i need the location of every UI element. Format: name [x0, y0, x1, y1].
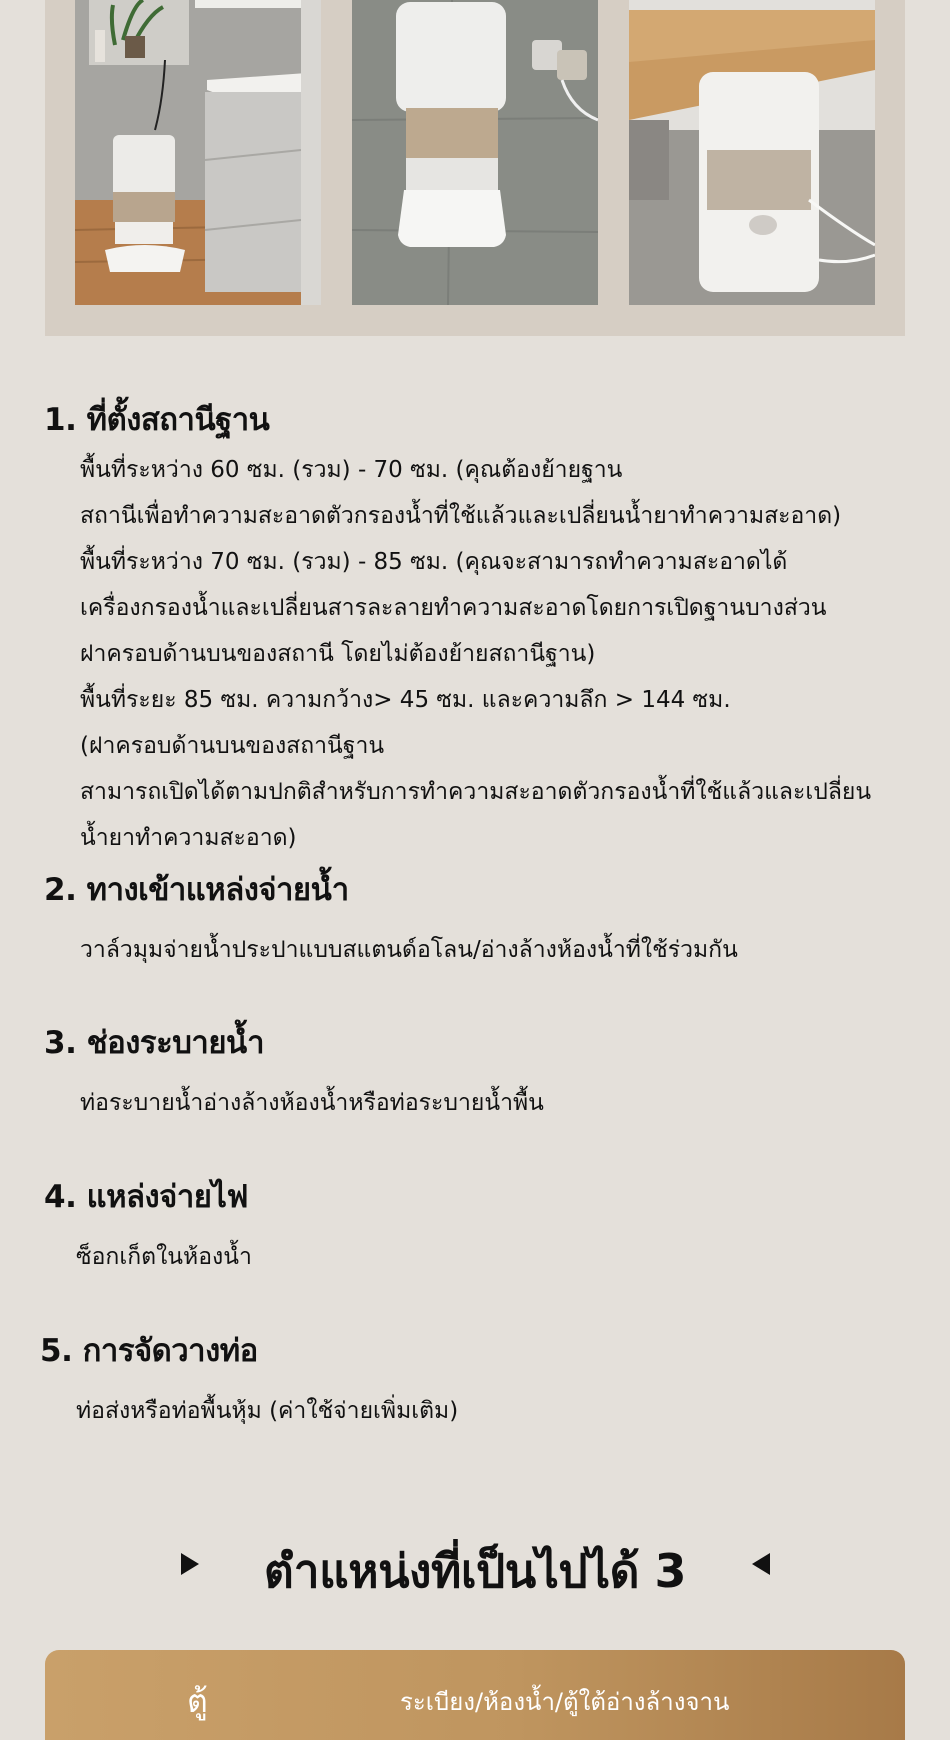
body-line: สามารถเปิดได้ตามปกติสำหรับการทำความสะอาดตัวกรองน้ำที่ใช้แล้วและเปลี่ยน — [80, 779, 872, 805]
location-places-label: ระเบียง/ห้องน้ำ/ตู้ใต้อ่างล้างจาน — [400, 1688, 730, 1716]
photo-panel — [45, 0, 905, 336]
photo-base-station-tiles — [352, 0, 598, 305]
body-line: ซ็อกเก็ตในห้องน้ำ — [76, 1244, 252, 1270]
section-body-power-supply — [76, 1234, 252, 1280]
location-type-label: ตู้ — [187, 1682, 208, 1720]
body-line: พื้นที่ระหว่าง 60 ซม. (รวม) - 70 ซม. (คุณต้องย้ายฐาน — [80, 457, 623, 483]
body-line: น้ำยาทำความสะอาด) — [80, 825, 297, 851]
section-title-power-supply: 4. แหล่งจ่ายไฟ — [44, 1179, 248, 1215]
section-title-pipe-layout: 5. การจัดวางท่อ — [40, 1333, 258, 1369]
arrow-left-icon — [752, 1553, 770, 1575]
location-option-bar — [45, 1650, 905, 1740]
body-line: พื้นที่ระหว่าง 70 ซม. (รวม) - 85 ซม. (คุณจะสามารถทำความสะอาดได้ — [80, 549, 788, 575]
section-body-drain — [80, 1080, 544, 1126]
section-title-base-station-location: 1. ที่ตั้งสถานีฐาน — [44, 402, 270, 438]
section-body-water-supply — [80, 927, 738, 973]
body-line: วาล์วมุมจ่ายน้ำประปาแบบสแตนด์อโลน/อ่างล้างห้องน้ำที่ใช้ร่วมกัน — [80, 937, 738, 963]
section-title-water-supply: 2. ทางเข้าแหล่งจ่ายน้ำ — [44, 872, 349, 908]
body-line: (ฝาครอบด้านบนของสถานีฐาน — [80, 733, 385, 759]
photo-station-under-cabinet — [629, 0, 875, 305]
position-heading: ตำแหน่งที่เป็นไปได้ 3 — [263, 1544, 687, 1598]
section-title-drain: 3. ช่องระบายน้ำ — [44, 1025, 265, 1061]
photo-bathroom-vanity — [75, 0, 321, 305]
body-line: พื้นที่ระยะ 85 ซม. ความกว้าง> 45 ซม. และความลึก > 144 ซม. — [80, 687, 731, 713]
body-line: ท่อระบายน้ำอ่างล้างห้องน้ำหรือท่อระบายน้ำพื้น — [80, 1090, 544, 1116]
section-body-pipe-layout — [76, 1388, 458, 1434]
body-line: ฝาครอบด้านบนของสถานี โดยไม่ต้องย้ายสถานีฐาน) — [80, 641, 596, 667]
body-line: สถานีเพื่อทำความสะอาดตัวกรองน้ำที่ใช้แล้วและเปลี่ยนน้ำยาทำความสะอาด) — [80, 503, 842, 529]
body-line: ท่อส่งหรือท่อพื้นหุ้ม (ค่าใช้จ่ายเพิ่มเติม) — [76, 1398, 459, 1424]
body-line: เครื่องกรองน้ำและเปลี่ยนสารละลายทำความสะอาดโดยการเปิดฐานบางส่วน — [80, 595, 827, 621]
section-body-base-station-location — [80, 447, 871, 861]
